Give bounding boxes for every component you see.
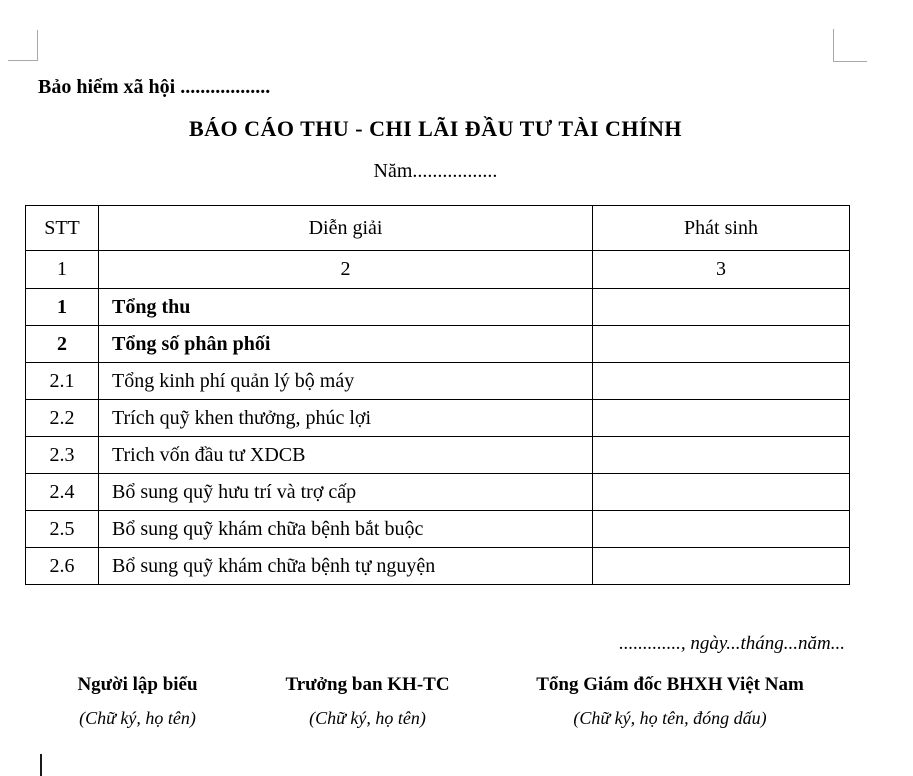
row-value xyxy=(593,289,850,326)
column-number: 2 xyxy=(99,251,593,289)
table-row xyxy=(26,548,850,585)
header-dien-giai: Diễn giải xyxy=(99,206,593,251)
row-desc: Trich vốn đầu tư XDCB xyxy=(99,437,593,474)
signature-block-preparer xyxy=(40,674,235,729)
row-desc: Tổng số phân phối xyxy=(99,326,593,363)
row-value xyxy=(593,548,850,585)
header-phat-sinh: Phát sinh xyxy=(593,206,850,251)
row-value xyxy=(593,474,850,511)
row-stt: 2.5 xyxy=(26,511,99,548)
crop-mark-top-left-horizontal xyxy=(8,60,38,61)
row-desc: Bổ sung quỹ khám chữa bệnh bắt buộc xyxy=(99,511,593,548)
row-desc: Bổ sung quỹ khám chữa bệnh tự nguyện xyxy=(99,548,593,585)
row-desc: Tổng kinh phí quản lý bộ máy xyxy=(99,363,593,400)
column-number-row xyxy=(26,251,850,289)
row-value xyxy=(593,400,850,437)
table-row xyxy=(26,474,850,511)
table-row xyxy=(26,363,850,400)
row-value xyxy=(593,363,850,400)
row-stt: 2.2 xyxy=(26,400,99,437)
header-stt: STT xyxy=(26,206,99,251)
row-stt: 2.6 xyxy=(26,548,99,585)
signature-note: (Chữ ký, họ tên, đóng dấu) xyxy=(573,708,767,728)
signature-note: (Chữ ký, họ tên) xyxy=(309,708,426,728)
crop-mark-top-left-vertical xyxy=(37,30,38,61)
row-stt: 2 xyxy=(26,326,99,363)
bottom-left-margin-mark xyxy=(40,754,42,776)
row-desc: Bổ sung quỹ hưu trí và trợ cấp xyxy=(99,474,593,511)
report-table xyxy=(25,205,850,585)
row-stt: 1 xyxy=(26,289,99,326)
table-row xyxy=(26,437,850,474)
signature-block-department-head xyxy=(260,674,475,729)
row-stt: 2.3 xyxy=(26,437,99,474)
table-row xyxy=(26,289,850,326)
row-stt: 2.1 xyxy=(26,363,99,400)
signature-title: Trưởng ban KH-TC xyxy=(285,674,450,695)
year-line: Năm................. xyxy=(373,160,498,182)
table-row xyxy=(26,326,850,363)
row-value xyxy=(593,326,850,363)
column-number: 1 xyxy=(26,251,99,289)
table-header-row xyxy=(26,206,850,251)
signature-title: Người lập biểu xyxy=(77,674,198,695)
org-name-line: Bảo hiểm xã hội .................. xyxy=(38,76,271,98)
signature-title: Tổng Giám đốc BHXH Việt Nam xyxy=(536,674,804,695)
signature-block-general-director xyxy=(500,674,840,729)
row-value xyxy=(593,511,850,548)
column-number: 3 xyxy=(593,251,850,289)
crop-mark-top-right-vertical xyxy=(833,29,834,62)
row-value xyxy=(593,437,850,474)
table-row xyxy=(26,400,850,437)
date-place-line: ............., ngày...tháng...năm... xyxy=(619,633,845,654)
document-title: BÁO CÁO THU - CHI LÃI ĐẦU TƯ TÀI CHÍNH xyxy=(188,116,683,141)
row-desc: Trích quỹ khen thưởng, phúc lợi xyxy=(99,400,593,437)
row-desc: Tổng thu xyxy=(99,289,593,326)
table-row xyxy=(26,511,850,548)
row-stt: 2.4 xyxy=(26,474,99,511)
crop-mark-top-right-horizontal xyxy=(833,61,867,62)
signature-note: (Chữ ký, họ tên) xyxy=(79,708,196,728)
